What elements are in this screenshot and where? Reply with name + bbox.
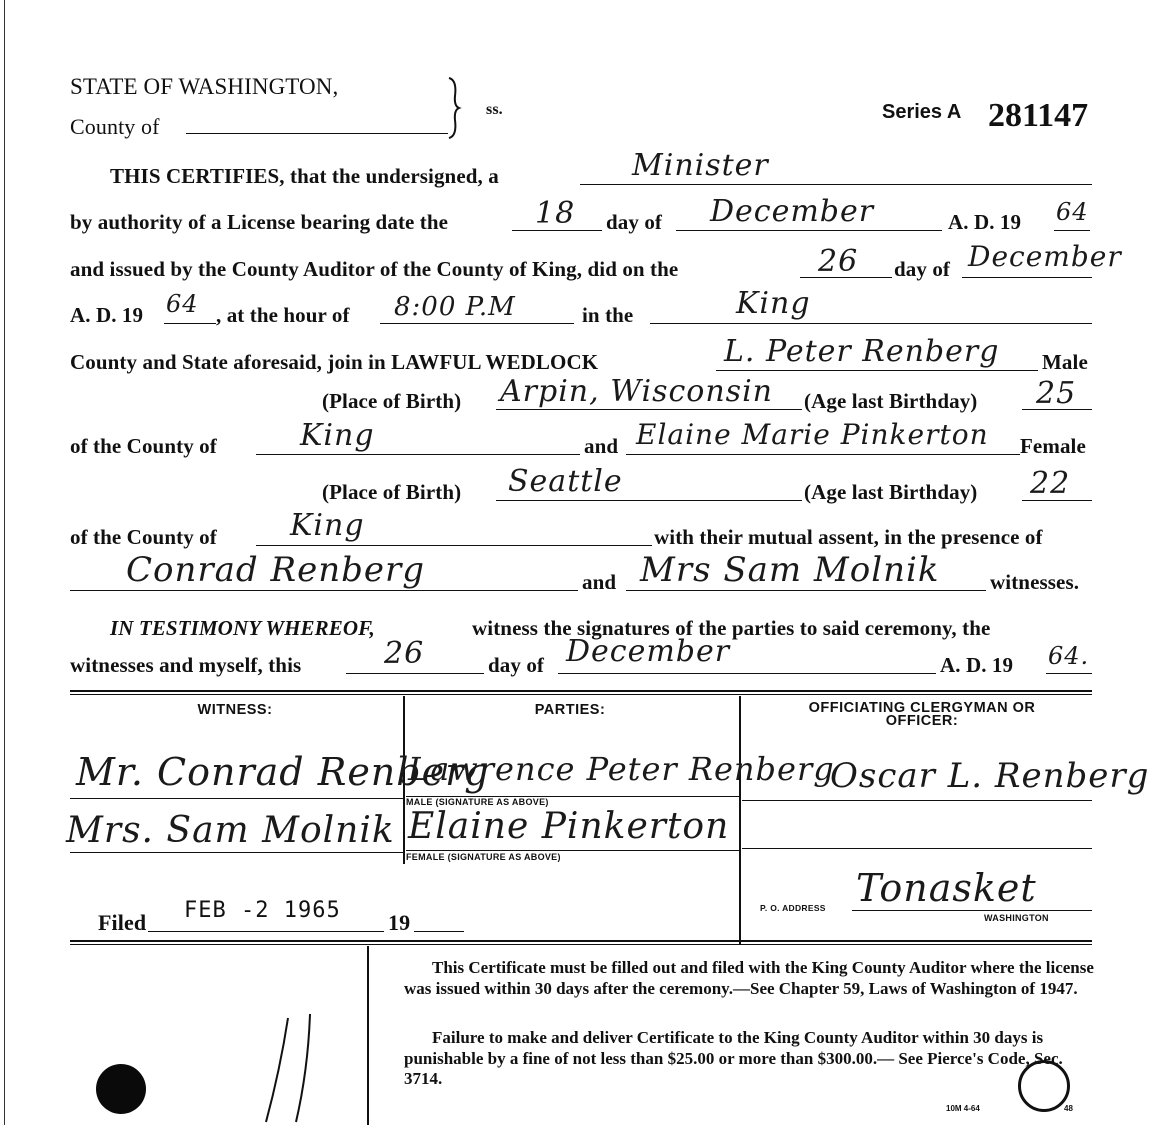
series-number: 281147: [988, 97, 1089, 134]
series-label: Series A: [882, 101, 962, 123]
witnesses-text: witnesses.: [990, 570, 1080, 594]
female-signature-line: [406, 850, 739, 851]
bride-age: 22: [1030, 466, 1071, 501]
table-bottom-rule: [70, 940, 1092, 942]
certifies-text: THIS CERTIFIES, that the undersigned, a: [110, 164, 499, 188]
state-heading: STATE OF WASHINGTON,: [70, 74, 339, 99]
groom-birthplace: Arpin, Wisconsin: [500, 374, 773, 409]
note-paragraph-1: This Certificate must be filled out and filed with the King County Auditor where the license was issued within 30 days after the ceremony.—See Chapter 59, Laws of Washington of 1947.: [404, 958, 1094, 998]
witness2-blank: [626, 590, 986, 591]
groom-name: L. Peter Renberg: [724, 334, 1000, 369]
ad-text-b: A. D. 19: [70, 303, 144, 327]
bride-blank: [626, 454, 1020, 455]
sign-month-blank: [558, 673, 936, 674]
filed-stamp: FEB -2 1965: [184, 898, 341, 923]
parties-column-header: PARTIES:: [534, 702, 606, 718]
place-of-birth-label: (Place of Birth): [322, 389, 462, 413]
sign-day-of-text: day of: [488, 653, 545, 677]
age-last-label-b: (Age last Birthday): [804, 480, 978, 504]
groom-birthplace-blank: [496, 409, 802, 410]
ceremony-place: King: [736, 286, 811, 321]
sign-year: 64.: [1048, 642, 1090, 670]
bride-birthplace-blank: [496, 500, 802, 501]
po-address-label: P. O. ADDRESS: [760, 903, 826, 913]
county-blank: [186, 133, 448, 134]
day-of-text: day of: [606, 210, 663, 234]
ceremony-year: 64: [166, 290, 199, 318]
ad-text-c: A. D. 19: [940, 653, 1014, 677]
po-address-value: Tonasket: [856, 866, 1037, 910]
license-day: 18: [535, 196, 576, 231]
license-month: December: [710, 194, 875, 229]
table-top-rule: [70, 690, 1092, 692]
filed-year-blank: [414, 931, 464, 932]
county-label: County of: [70, 114, 160, 139]
ceremony-year-blank: [164, 323, 216, 324]
address-line: [852, 910, 1092, 911]
officiant-title: Minister: [632, 148, 769, 183]
table-top-rule-thin: [70, 694, 1092, 695]
punch-hole-right: [1018, 1060, 1070, 1112]
ad-text: A. D. 19: [948, 210, 1022, 234]
ceremony-day: 26: [818, 244, 859, 279]
and-text: and: [584, 434, 619, 458]
at-hour-text: , at the hour of: [216, 303, 350, 327]
authority-text: by authority of a License bearing date the: [70, 210, 449, 234]
witness-signature-line-2: [70, 852, 403, 853]
bride-birthplace: Seattle: [508, 464, 623, 499]
witness1-name: Conrad Renberg: [126, 550, 425, 590]
ceremony-month: December: [968, 240, 1122, 273]
testimony-text: witness the signatures of the parties to said ceremony, the: [472, 616, 991, 640]
filed-date-blank: [148, 931, 384, 932]
notes-divider: [367, 946, 369, 1125]
witness1-blank: [70, 590, 578, 591]
mutual-assent-text: with their mutual assent, in the presence of: [654, 525, 1043, 549]
female-signature-caption: FEMALE (SIGNATURE AS ABOVE): [406, 852, 561, 862]
testimony-heading: IN TESTIMONY WHEREOF,: [110, 616, 375, 640]
in-the-text: in the: [582, 303, 634, 327]
pen-mark-icon: [250, 1010, 330, 1125]
officer-column-header: OFFICIATING CLERGYMAN OR OFFICER:: [808, 700, 1036, 729]
filed-year-prefix: 19: [388, 910, 411, 935]
ceremony-day-of-text: day of: [894, 257, 951, 281]
groom-age: 25: [1036, 376, 1077, 411]
column-divider-2: [739, 696, 741, 944]
page-edge-line: [4, 0, 5, 1125]
witness-signature-2: Mrs. Sam Molnik: [66, 810, 395, 851]
female-text: Female: [1020, 434, 1086, 458]
ceremony-hour: 8:00 P.M: [394, 292, 516, 322]
party-signature-male: Lawrence Peter Renberg: [408, 750, 835, 788]
officer-signature-line-2: [742, 848, 1092, 849]
sign-year-blank: [1046, 673, 1092, 674]
washington-label: WASHINGTON: [984, 913, 1049, 923]
witness-signature-1: Mr. Conrad Renberg: [76, 750, 490, 794]
ceremony-month-blank: [962, 277, 1092, 278]
ss-label: ss.: [486, 101, 503, 118]
county-state-text: County and State aforesaid, join in LAWFUL WEDLOCK: [70, 350, 599, 374]
bride-county: King: [290, 508, 365, 543]
sign-day-blank: [346, 673, 484, 674]
officer-signature-line: [742, 800, 1092, 801]
witness-signature-line-1: [70, 798, 403, 799]
punch-hole-left: [96, 1064, 146, 1114]
bride-name: Elaine Marie Pinkerton: [636, 418, 989, 451]
witnesses-myself-text: witnesses and myself, this: [70, 653, 302, 677]
sign-day: 26: [384, 636, 425, 671]
note-paragraph-2: Failure to make and deliver Certificate to the King County Auditor within 30 days is punishable by a fine of not less than $25.00 or more than $300.00.— See Pierce's Code, Sec. 3714.: [404, 1028, 1063, 1088]
sign-month: December: [566, 634, 731, 669]
male-text: Male: [1042, 350, 1088, 374]
place-blank: [650, 323, 1092, 324]
license-year-blank: [1054, 230, 1090, 231]
bride-county-blank: [256, 545, 652, 546]
age-last-label: (Age last Birthday): [804, 389, 978, 413]
issued-text: and issued by the County Auditor of the County of King, did on the: [70, 257, 679, 281]
officiant-blank: [580, 184, 1092, 185]
county-of-label-b: of the County of: [70, 525, 217, 549]
groom-blank: [716, 370, 1038, 371]
witness-column-header: WITNESS:: [197, 702, 273, 718]
and-text-b: and: [582, 570, 617, 594]
hour-blank: [380, 323, 574, 324]
form-code-right: 48: [1064, 1104, 1073, 1113]
brace-icon: [445, 76, 465, 140]
place-of-birth-label-b: (Place of Birth): [322, 480, 462, 504]
male-signature-caption: MALE (SIGNATURE AS ABOVE): [406, 797, 549, 807]
witness2-name: Mrs Sam Molnik: [640, 550, 940, 590]
party-signature-female: Elaine Pinkerton: [408, 806, 730, 847]
county-of-label: of the County of: [70, 434, 217, 458]
filed-label: Filed: [98, 910, 147, 935]
officer-signature: Oscar L. Renberg: [830, 756, 1150, 796]
license-month-blank: [676, 230, 942, 231]
table-bottom-rule-thin: [70, 944, 1092, 945]
license-year: 64: [1056, 198, 1089, 226]
groom-county-blank: [256, 454, 580, 455]
groom-county: King: [300, 418, 375, 453]
form-code-left: 10M 4-64: [946, 1104, 980, 1113]
